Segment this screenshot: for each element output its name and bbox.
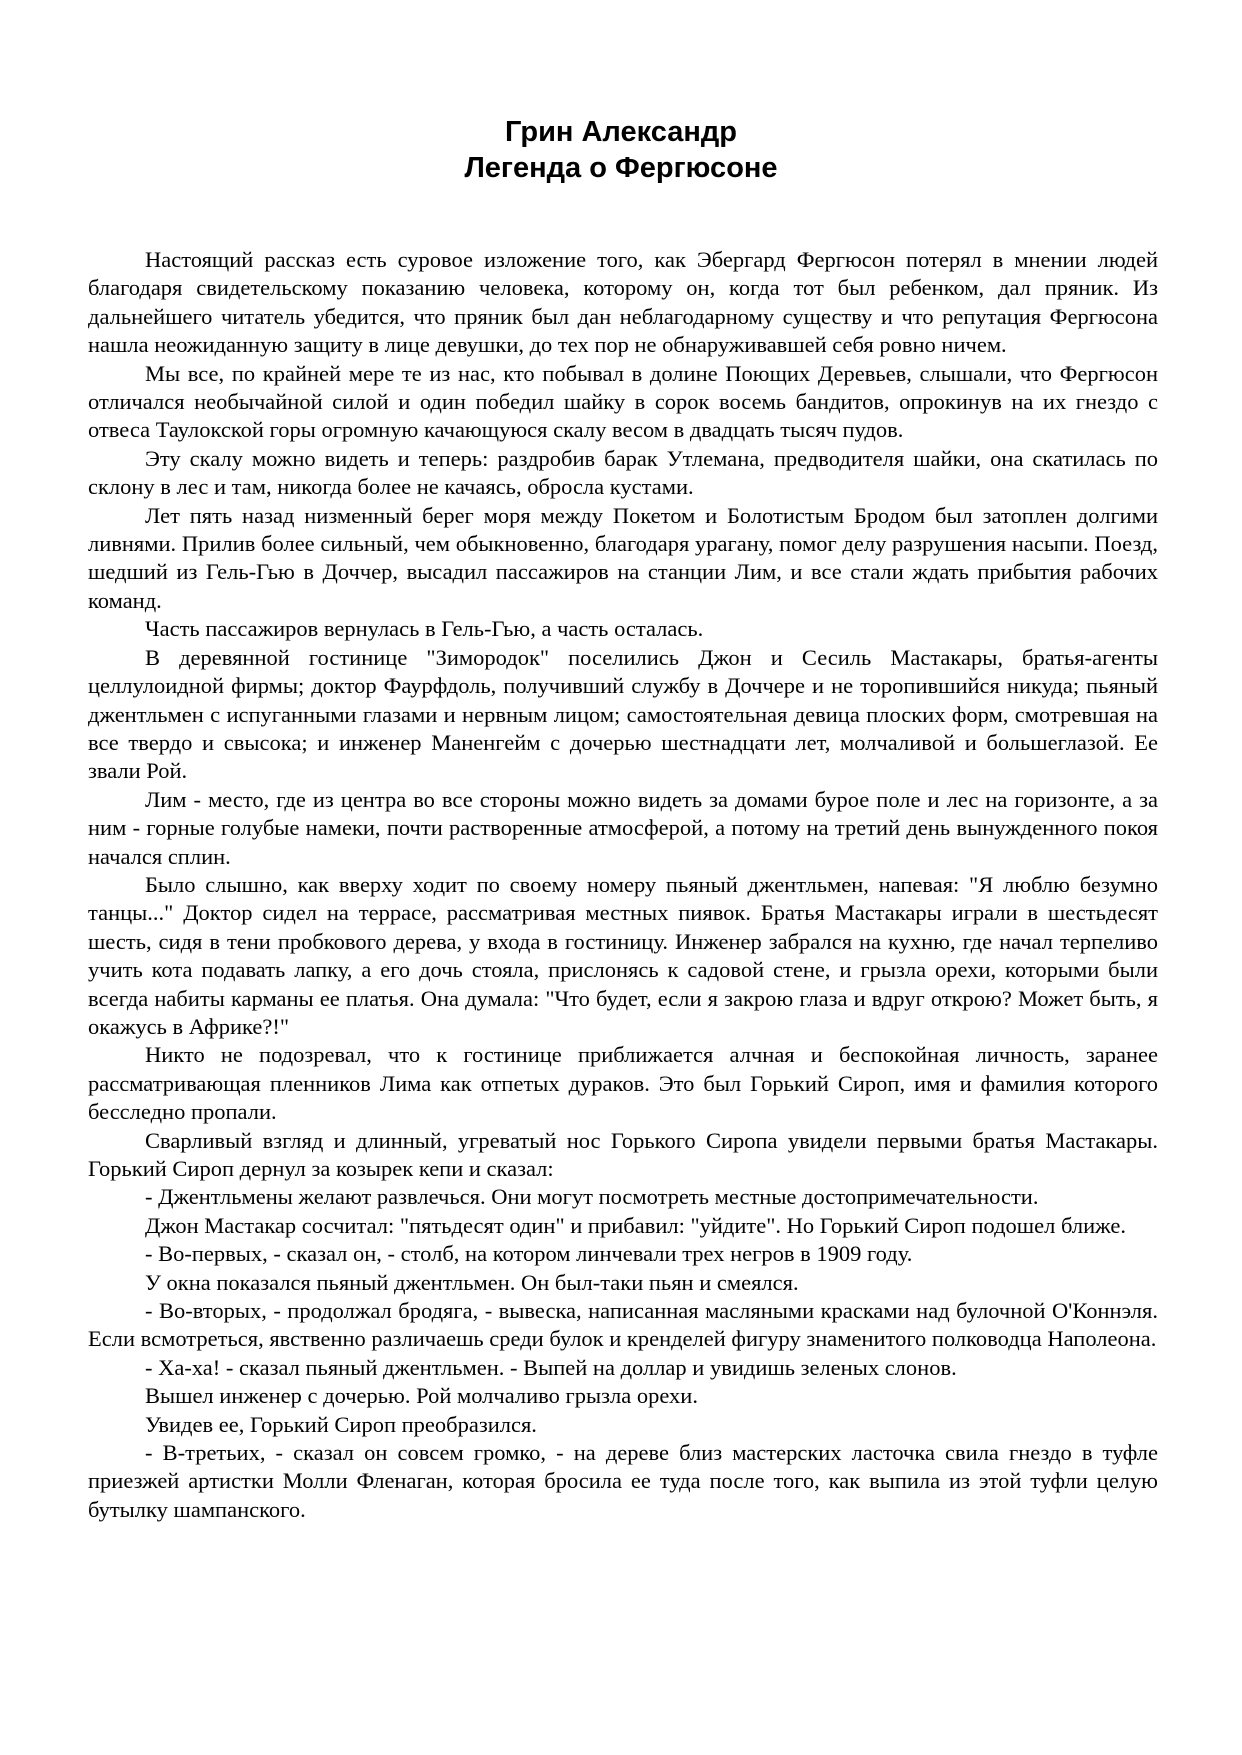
paragraph: Было слышно, как вверху ходит по своему номеру пьяный джентльмен, напевая: "Я люблю безумно танцы..." Доктор сидел на террасе, рассматривая местных пиявок. Братья Мастакары играли в шестьдесят шесть, сидя в тени пробкового дерева, у входа в гостиницу. Инженер забрался на кухню, где начал терпеливо учить кота подавать лапку, а его дочь стояла, прислонясь к садовой стене, и грызла орехи, которыми были всегда набиты карманы ее платья. Она думала: "Что будет, если я закрою глаза и вдруг открою? Может быть, я окажусь в Африке?!" <box>88 871 1158 1039</box>
paragraph: Эту скалу можно видеть и теперь: раздробив барак Утлемана, предводителя шайки, она скатилась по склону в лес и там, никогда более не качаясь, обросла кустами. <box>88 445 1158 500</box>
paragraph: - В-третьих, - сказал он совсем громко, - на дереве близ мастерских ласточка свила гнездо в туфле приезжей артистки Молли Фленаган, которая бросила ее туда после того, как выпила из этой туфли целую бутылку шампанского. <box>88 1440 1158 1522</box>
paragraph: - Во-вторых, - продолжал бродяга, - вывеска, написанная масляными красками над булочной О'Коннэля. Если всмотреться, явственно различаешь среди булок и кренделей фигуру знаменитого полководца Наполеона. <box>88 1298 1158 1352</box>
paragraph: У окна показался пьяный джентльмен. Он был-таки пьян и смеялся. <box>145 1269 799 1295</box>
paragraph: Мы все, по крайней мере те из нас, кто побывал в долине Поющих Деревьев, слышали, что Фергюсон отличался необычайной силой и один победил шайку в сорок восемь бандитов, опрокинув на их гнездо с отвеса Таулокской горы огромную качающуюся скалу весом в двадцать тысяч пудов. <box>88 360 1158 443</box>
title-block <box>0 114 1242 186</box>
author-name: Грин Александр <box>505 116 737 148</box>
paragraph: Сварливый взгляд и длинный, угреватый нос Горького Сиропа увидели первыми братья Мастакары. Горький Сироп дернул за козырек кепи и сказал: <box>88 1127 1158 1181</box>
work-title: Легенда о Фергюсоне <box>464 152 778 184</box>
paragraph: Лет пять назад низменный берег моря между Покетом и Болотистым Бродом был затоплен долгими ливнями. Прилив более сильный, чем обыкновенно, благодаря урагану, помог делу разрушения насыпи. Поезд, шедший из Гель-Гью в Доччер, высадил пассажиров на станции Лим, и все стали ждать прибытия рабочих команд. <box>88 502 1158 613</box>
paragraph: - Во-первых, - сказал он, - столб, на котором линчевали трех негров в 1909 году. <box>145 1241 913 1267</box>
paragraph: - Ха-ха! - сказал пьяный джентльмен. - Выпей на доллар и увидишь зеленых слонов. <box>145 1354 957 1380</box>
paragraph: Никто не подозревал, что к гостинице приближается алчная и беспокойная личность, заранее рассматривающая пленников Лима как отпетых дураков. Это был Горький Сироп, имя и фамилия которого бесследно пропали. <box>88 1042 1158 1125</box>
paragraph: Увидев ее, Горький Сироп преобразился. <box>145 1411 537 1437</box>
paragraph: Часть пассажиров вернулась в Гель-Гью, а часть осталась. <box>145 616 704 642</box>
paragraph: - Джентльмены желают развлечься. Они могут посмотреть местные достопримечательности. <box>145 1184 1039 1210</box>
paragraph: Джон Мастакар сосчитал: "пятьдесят один" и прибавил: "уйдите". Но Горький Сироп подошел ближе. <box>145 1212 1126 1238</box>
paragraph: Вышел инженер с дочерью. Рой молчаливо грызла орехи. <box>145 1383 698 1409</box>
paragraph: Лим - место, где из центра во все стороны можно видеть за домами бурое поле и лес на горизонте, а за ним - горные голубые намеки, почти растворенные атмосферой, а потому на третий день вынужденного покоя начался сплин. <box>88 786 1158 869</box>
paragraph: Настоящий рассказ есть суровое изложение того, как Эбергард Фергюсон потерял в мнении людей благодаря свидетельскому показанию человека, которому он, когда тот был ребенком, дал пряник. Из дальнейшего читатель убедится, что пряник был дан неблагодарному существу и что репутация Фергюсона нашла неожиданную защиту в лице девушки, до тех пор не обнаруживавшей себя ровно ничем. <box>88 247 1158 358</box>
paragraph: В деревянной гостинице "Зимородок" поселились Джон и Сесиль Мастакары, братья-агенты целлулоидной фирмы; доктор Фаурфдоль, получивший службу в Доччере и не торопившийся никуда; пьяный джентльмен с испуганными глазами и нервным лицом; самостоятельная девица плоских форм, смотревшая на все твердо и свысока; и инженер Маненгейм с дочерью шестнадцати лет, молчаливой и большеглазой. Ее звали Рой. <box>88 644 1158 784</box>
body-text <box>88 246 1158 1524</box>
